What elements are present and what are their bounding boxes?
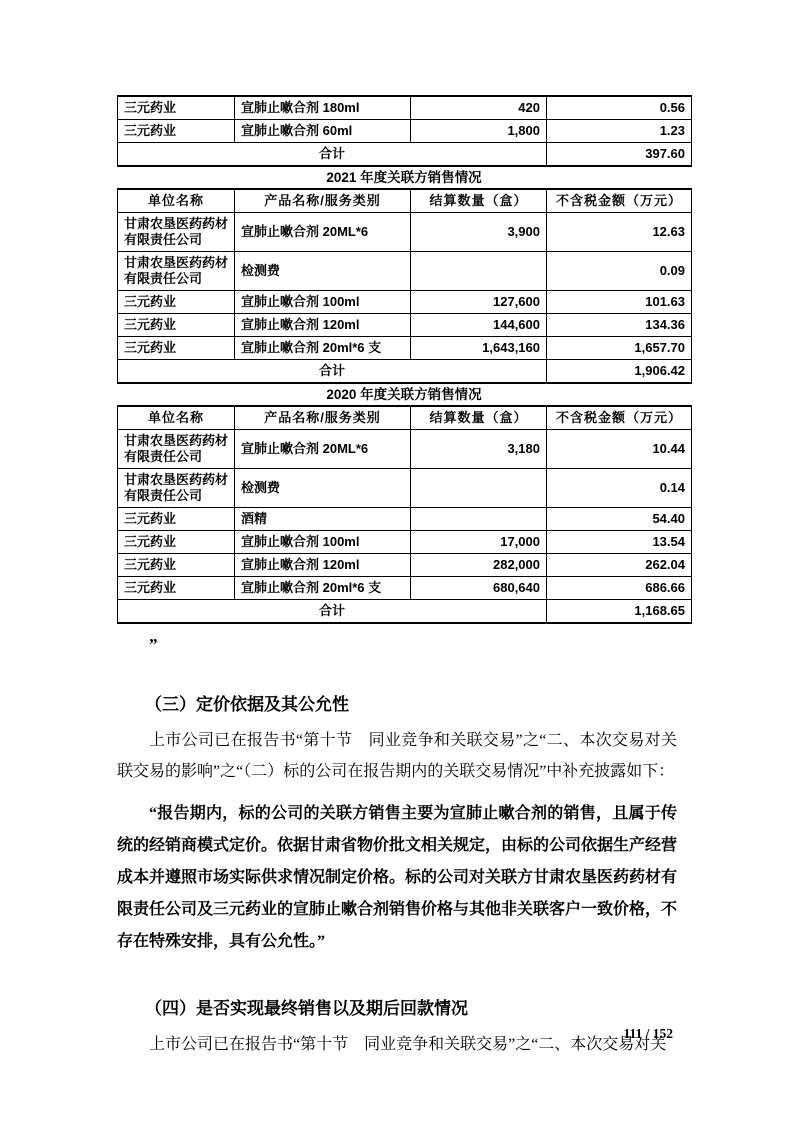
quantity-cell bbox=[411, 508, 547, 531]
product-cell: 宣肺止嗽合剂 60ml bbox=[235, 120, 411, 143]
quoted-disclosure-paragraph: “报告期内，标的公司的关联方销售主要为宣肺止嗽合剂的销售，且属于传统的经销商模式定价。依据甘肃省物价批文相关规定，由标的公司依据生产经营成本并遵照市场实际供求情况制定价格。标的公司对关联方甘肃农垦医药药材有限责任公司及三元药业的宣肺止嗽合剂销售价格与其他非关联客户一致价格，不存在特殊安排，具有公允性。” bbox=[117, 805, 678, 950]
product-cell: 宣肺止嗽合剂 20ml*6 支 bbox=[235, 337, 411, 360]
amount-cell: 686.66 bbox=[547, 577, 692, 600]
column-header-amount: 不含税金额（万元） bbox=[547, 189, 692, 213]
amount-cell: 0.09 bbox=[547, 252, 692, 291]
quantity-cell: 127,600 bbox=[411, 291, 547, 314]
unit-cell: 三元药业 bbox=[118, 554, 235, 577]
table-row bbox=[118, 577, 692, 600]
table-row bbox=[118, 96, 692, 120]
table-row bbox=[118, 430, 692, 469]
unit-cell: 三元药业 bbox=[118, 291, 235, 314]
amount-cell: 54.40 bbox=[547, 508, 692, 531]
table-row bbox=[118, 531, 692, 554]
unit-cell: 甘肃农垦医药药材有限责任公司 bbox=[118, 213, 235, 252]
amount-cell: 0.14 bbox=[547, 469, 692, 508]
column-header-quantity: 结算数量（盒） bbox=[411, 406, 547, 430]
unit-cell: 三元药业 bbox=[118, 96, 235, 120]
amount-cell: 134.36 bbox=[547, 314, 692, 337]
total-label-cell: 合计 bbox=[118, 600, 547, 624]
unit-cell: 三元药业 bbox=[118, 577, 235, 600]
unit-cell: 甘肃农垦医药药材有限责任公司 bbox=[118, 469, 235, 508]
quantity-cell: 17,000 bbox=[411, 531, 547, 554]
quantity-cell: 680,640 bbox=[411, 577, 547, 600]
product-cell: 宣肺止嗽合剂 120ml bbox=[235, 554, 411, 577]
table-row bbox=[118, 120, 692, 143]
unit-cell: 三元药业 bbox=[118, 120, 235, 143]
unit-cell: 甘肃农垦医药药材有限责任公司 bbox=[118, 252, 235, 291]
unit-cell: 三元药业 bbox=[118, 337, 235, 360]
column-header-amount: 不含税金额（万元） bbox=[547, 406, 692, 430]
table-total-row bbox=[118, 600, 692, 624]
total-amount-cell: 1,168.65 bbox=[547, 600, 692, 624]
quantity-cell: 144,600 bbox=[411, 314, 547, 337]
column-header-unit: 单位名称 bbox=[118, 189, 235, 213]
total-label-cell: 合计 bbox=[118, 143, 547, 167]
section-heading-3: （三）定价依据及其公允性 bbox=[145, 695, 349, 714]
amount-cell: 262.04 bbox=[547, 554, 692, 577]
closing-quote-mark: ” bbox=[149, 635, 158, 654]
column-header-unit: 单位名称 bbox=[118, 406, 235, 430]
column-header-product: 产品名称/服务类别 bbox=[235, 406, 411, 430]
quantity-cell bbox=[411, 252, 547, 291]
paragraph-section4: 上市公司已在报告书“第十节 同业竞争和关联交易”之“二、本次交易对关 bbox=[149, 1036, 667, 1053]
sales-table-2020 bbox=[117, 405, 692, 624]
table-row bbox=[118, 469, 692, 508]
amount-cell: 1.23 bbox=[547, 120, 692, 143]
column-header-quantity: 结算数量（盒） bbox=[411, 189, 547, 213]
product-cell: 宣肺止嗽合剂 100ml bbox=[235, 531, 411, 554]
unit-cell: 三元药业 bbox=[118, 531, 235, 554]
table-caption-2021: 2021 年度关联方销售情况 bbox=[326, 170, 482, 185]
quantity-cell: 1,643,160 bbox=[411, 337, 547, 360]
table-row bbox=[118, 252, 692, 291]
total-amount-cell: 1,906.42 bbox=[547, 360, 692, 384]
product-cell: 检测费 bbox=[235, 469, 411, 508]
product-cell: 宣肺止嗽合剂 120ml bbox=[235, 314, 411, 337]
product-cell: 宣肺止嗽合剂 20ML*6 bbox=[235, 430, 411, 469]
column-header-product: 产品名称/服务类别 bbox=[235, 189, 411, 213]
total-amount-cell: 397.60 bbox=[547, 143, 692, 167]
amount-cell: 1,657.70 bbox=[547, 337, 692, 360]
quantity-cell: 3,180 bbox=[411, 430, 547, 469]
page-number: 111 / 152 bbox=[623, 1026, 673, 1041]
table-row bbox=[118, 337, 692, 360]
quantity-cell: 1,800 bbox=[411, 120, 547, 143]
amount-cell: 0.56 bbox=[547, 96, 692, 120]
amount-cell: 10.44 bbox=[547, 430, 692, 469]
paragraph-section3: 上市公司已在报告书“第十节 同业竞争和关联交易”之“二、本次交易对关联交易的影响”之“（二）标的公司在报告期内的关联交易情况”中补充披露如下： bbox=[117, 732, 677, 780]
total-label-cell: 合计 bbox=[118, 360, 547, 384]
table-row bbox=[118, 314, 692, 337]
unit-cell: 三元药业 bbox=[118, 314, 235, 337]
amount-cell: 101.63 bbox=[547, 291, 692, 314]
table-row bbox=[118, 291, 692, 314]
amount-cell: 12.63 bbox=[547, 213, 692, 252]
page-content bbox=[117, 95, 691, 1060]
product-cell: 宣肺止嗽合剂 20ML*6 bbox=[235, 213, 411, 252]
unit-cell: 甘肃农垦医药药材有限责任公司 bbox=[118, 430, 235, 469]
amount-cell: 13.54 bbox=[547, 531, 692, 554]
quantity-cell: 282,000 bbox=[411, 554, 547, 577]
quantity-cell: 3,900 bbox=[411, 213, 547, 252]
unit-cell: 三元药业 bbox=[118, 508, 235, 531]
sales-table-2021 bbox=[117, 188, 692, 384]
table-total-row bbox=[118, 143, 692, 167]
quantity-cell bbox=[411, 469, 547, 508]
product-cell: 酒精 bbox=[235, 508, 411, 531]
table-total-row bbox=[118, 360, 692, 384]
table-row bbox=[118, 508, 692, 531]
prose-block bbox=[117, 636, 677, 1060]
section-heading-4: （四）是否实现最终销售以及期后回款情况 bbox=[145, 999, 468, 1018]
table-header-row bbox=[118, 189, 692, 213]
table-row bbox=[118, 213, 692, 252]
table-caption-2020: 2020 年度关联方销售情况 bbox=[326, 387, 482, 402]
product-cell: 宣肺止嗽合剂 100ml bbox=[235, 291, 411, 314]
product-cell: 宣肺止嗽合剂 20ml*6 支 bbox=[235, 577, 411, 600]
quantity-cell: 420 bbox=[411, 96, 547, 120]
table-row bbox=[118, 554, 692, 577]
table-header-row bbox=[118, 406, 692, 430]
product-cell: 宣肺止嗽合剂 180ml bbox=[235, 96, 411, 120]
sales-table-continuation bbox=[117, 95, 692, 167]
product-cell: 检测费 bbox=[235, 252, 411, 291]
